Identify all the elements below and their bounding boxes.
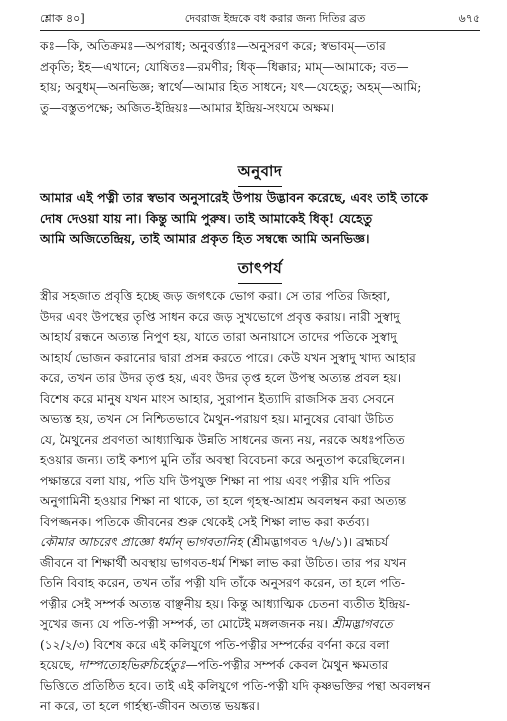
purport-line: (১২/২/৩) বিশেষ করে এই কলিযুগে পতি-পত্নীর সম্পর্কের বর্ণনা করে বলা bbox=[40, 637, 390, 652]
purport-text bbox=[40, 286, 480, 717]
purport-line: ভিত্তিতে প্রতিষ্ঠিত হবে। তাই এই কলিযুগে পতি-পত্নী যদি কৃষ্ণভক্তির পন্থা অবলম্বন bbox=[40, 678, 431, 693]
purport-line: না করে, তা হলে গার্হস্থ্য-জীবন অত্যন্ত ভয়ঙ্কর। bbox=[40, 699, 260, 713]
purport-line: বিপজ্জনক। পতিকে জীবনের শুরু থেকেই সেই শিক্ষা লাভ করা কর্তব্য। bbox=[40, 514, 370, 529]
verse-reference: শ্লোক ৪০] bbox=[40, 11, 85, 25]
purport-line: আহার্য রন্ধনে অত্যন্ত নিপুণ হয়, যাতে তারা অনায়াসে তাদের পতিকে সুস্বাদু bbox=[40, 330, 397, 344]
purport-heading-text: তাৎপর্য bbox=[238, 257, 282, 284]
purport-line: স্ত্রীর সহজাত প্রবৃত্তি হচ্ছে জড় জগৎকে ভোগ করা। সে তার পতির জিহ্বা, bbox=[40, 289, 391, 303]
synonym-line: প্রকৃতি; ইহ—এখানে; যোষিতঃ—রমণীর; ধিক্—ধিক্কার; মাম্—আমাকে; বত— bbox=[40, 59, 409, 74]
purport-line: হওয়ার জন্য। তাই কশ্যপ মুনি তাঁর অবস্থা বিবেচনা করে অনুতাপ করেছিলেন। bbox=[40, 453, 405, 467]
page-number: ৬৭৫ bbox=[458, 11, 480, 25]
purport-line: অভ্যস্ত হয়, তখন সে নিশ্চিতভাবে মৈথুন-পরায়ণ হয়। মানুষের বোঝা উচিত bbox=[40, 412, 394, 426]
word-for-word-synonyms bbox=[40, 36, 480, 118]
running-header bbox=[40, 8, 480, 30]
translation-heading bbox=[40, 160, 480, 187]
scripture-name: শ্রীমদ্ভাগবতে bbox=[331, 617, 393, 631]
purport-line: উদর এবং উপস্থের তৃপ্তি সাধন করে জড় সুখভোগে প্রবৃত্ত করায়। নারী সুস্বাদু bbox=[40, 309, 400, 324]
translation-text bbox=[40, 188, 480, 250]
translation-heading-text: অনুবাদ bbox=[238, 160, 283, 187]
book-page bbox=[40, 0, 480, 721]
purport-line: তিনি বিবাহ করেন, তখন তাঁর পত্নী যদি তাঁকে অনুসরণ করেন, তা হলে পতি- bbox=[40, 576, 405, 590]
synonym-line: তু—বস্তুতপক্ষে; অজিত-ইন্দ্রিয়ঃ—আমার ইন্দ্রিয়-সংযমে অক্ষম। bbox=[40, 100, 335, 115]
purport-line: করে, তখন তার উদর তৃপ্ত হয়, এবং উদর তৃপ্ত হলে উপস্থ অত্যন্ত প্রবল হয়। bbox=[40, 371, 402, 385]
purport-line: পক্ষান্তরে বলা যায়, পতি যদি উপযুক্ত শিক্ষা না পায় এবং পত্নীর যদি পতির bbox=[40, 473, 391, 488]
chapter-title: দেবরাজ ইন্দ্রকে বধ করার জন্য দিতির ব্রত bbox=[184, 11, 366, 25]
translation-line: দোষ দেওয়া যায় না। কিন্তু আমি পুরুষ। তাই আমাকেই ধিক্! যেহেতু bbox=[40, 210, 373, 226]
purport-fragment: হয়েছে, bbox=[40, 658, 75, 672]
quoted-verse: কৌমার আচরেৎ প্রাজ্ঞো ধর্মান্ ভাগবতানিহ bbox=[40, 535, 243, 549]
purport-fragment: —পতি-পত্নীর সম্পর্ক কেবল মৈথুন ক্ষমতার bbox=[185, 658, 389, 672]
quoted-verse: দাম্পত্যেহভিরুচির্হেতুঃ bbox=[78, 658, 186, 672]
verse-citation: (শ্রীমদ্ভাগবত ৭/৬/১)। bbox=[246, 535, 353, 549]
purport-line: জীবনে বা শিক্ষার্থী অবস্থায় ভাগবত-ধর্ম শিক্ষা লাভ করা উচিত। তার পর যখন bbox=[40, 555, 407, 570]
purport-line bbox=[40, 614, 480, 635]
purport-line: পত্নীর সেই সম্পর্ক অত্যন্ত বাঞ্ছনীয় হয়। কিন্তু আধ্যাত্মিক চেতনা ব্যতীত ইন্দ্রিয়- bbox=[40, 596, 410, 611]
purport-fragment: সুখের জন্য যে পতি-পত্নী সম্পর্ক, তা মোটেই মঙ্গলজনক নয়। bbox=[40, 617, 328, 631]
purport-line: যে, মৈথুনের প্রবণতা আধ্যাত্মিক উন্নতি সাধনের জন্য নয়, নরকে অধঃপতিত bbox=[40, 432, 405, 447]
purport-line: বিশেষ করে মানুষ যখন মাংস আহার, সুরাপান ইত্যাদি রাজসিক দ্রব্য সেবনে bbox=[40, 391, 395, 406]
header-rule bbox=[40, 30, 480, 31]
purport-heading bbox=[40, 257, 480, 284]
purport-line: আহার্য ভোজন করানোর দ্বারা প্রসন্ন করতে পারে। কেউ যখন সুস্বাদু খাদ্য আহার bbox=[40, 350, 416, 365]
synonym-line: হায়; অবুধম্—অনভিজ্ঞ; স্বার্থে—আমার হিত সাধনে; যৎ—যেহেতু; অহম্—আমি; bbox=[40, 80, 422, 94]
synonym-line: কঃ—কি, অতিক্রমঃ—অপরাধ; অনুবর্ত্ত্যাঃ—অনুসরণ করে; স্বভাবম্—তার bbox=[40, 39, 386, 53]
purport-fragment: ব্রহ্মচর্য bbox=[356, 535, 389, 549]
purport-line: অনুগামিনী হওয়ার শিক্ষা না থাকে, তা হলে গৃহস্থ-আশ্রম অবলম্বন করা অত্যন্ত bbox=[40, 494, 407, 508]
translation-line: আমার এই পত্নী তার স্বভাব অনুসারেই উপায় উদ্ভাবন করেছে, এবং তাই তাকে bbox=[40, 190, 428, 205]
purport-quote-line bbox=[40, 532, 480, 553]
purport-quote-line bbox=[40, 655, 480, 676]
translation-line: আমি অজিতেন্দ্রিয়, তাই আমার প্রকৃত হিত সম্বন্ধে আমি অনভিজ্ঞ। bbox=[40, 231, 370, 246]
